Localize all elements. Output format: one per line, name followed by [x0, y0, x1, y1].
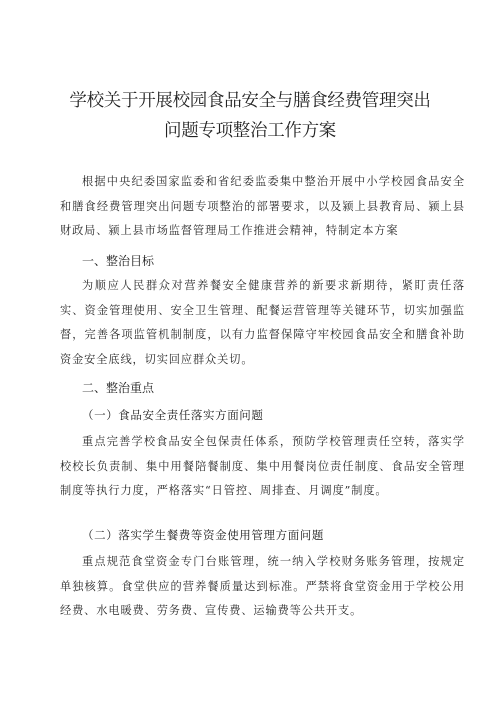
document-title-line-2: 问题专项整治工作方案 — [164, 121, 336, 141]
section-2-sub-2-paragraph: 重点规范食堂资金专门台账管理，统一纳入学校财务账务管理，按规定单独核算。食堂供应的营养餐质量达到标准。严禁将食堂资金用于学校公用经费、水电暖费、劳务费、宣传费、运输费等公共开支。 — [60, 555, 465, 617]
section-2-sub-1-paragraph: 重点完善学校食品安全包保责任体系，预防学校管理责任空转，落实学校校长负责制、集中用餐陪餐制度、集中用餐岗位责任制度、食品安全管理制度等执行力度，严格落实“日管控、周排查、月调度”制度。 — [60, 435, 465, 497]
section-2-heading: 二、整治重点 — [82, 381, 155, 395]
intro-paragraph: 根据中央纪委国家监委和省纪委监委集中整治开展中小学校园食品安全和膳食经费管理突出问题专项整治的部署要求，以及颍上县教育局、颍上县财政局、颍上县市场监督管理局工作推进会精神，特制定本方案 — [60, 175, 465, 237]
document-title-line-1: 学校关于开展校园食品安全与膳食经费管理突出 — [69, 91, 431, 111]
section-2-sub-2-heading: （二）落实学生餐费等资金使用管理方面问题 — [82, 528, 324, 542]
section-1-heading: 一、整治目标 — [82, 254, 155, 268]
section-1-paragraph: 为顺应人民群众对营养餐安全健康营养的新要求新期待，紧盯责任落实、资金管理使用、安全卫生管理、配餐运营管理等关键环节，切实加强监督，完善各项监管机制制度，以有力监督保障守牢校园食品安全和膳食补助资金安全底线，切实回应群众关切。 — [60, 279, 465, 366]
section-2-sub-1-heading: （一）食品安全责任落实方面问题 — [82, 408, 264, 422]
